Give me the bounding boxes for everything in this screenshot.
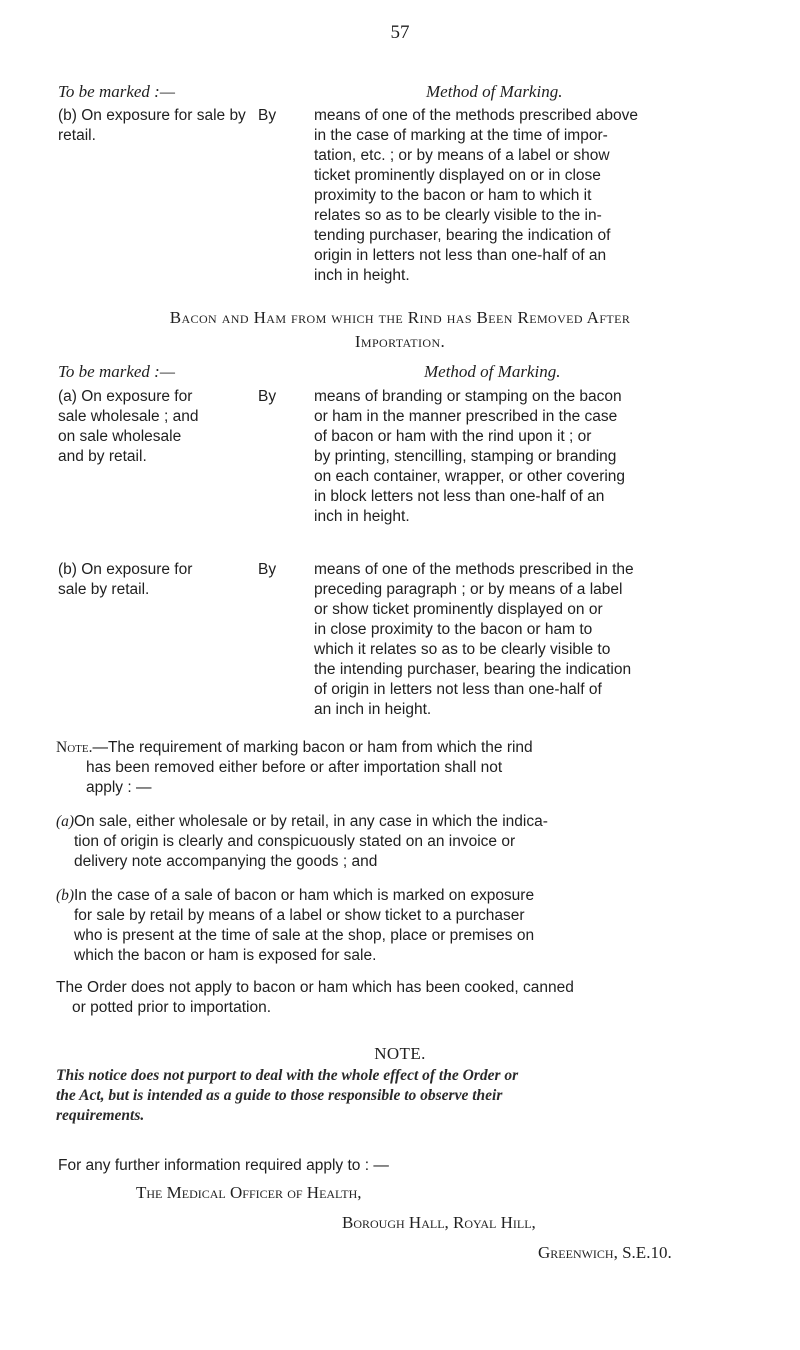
method-of-marking-header: Method of Marking.: [424, 362, 561, 381]
text-line: an inch in height.: [314, 701, 432, 718]
text-line: for sale by retail by means of a label or show ticket to a purchaser: [74, 907, 525, 924]
by-word: By: [258, 107, 277, 124]
by-word: By: [258, 388, 277, 405]
text-line: means of one of the methods prescribed in the: [314, 561, 634, 578]
section2-title-line2: Importation.: [354, 332, 446, 351]
item-text: [74, 886, 776, 966]
label-line: on sale wholesale: [58, 428, 182, 445]
note-paragraph: [56, 738, 776, 798]
signature-line-2: Borough Hall, Royal Hill,: [342, 1213, 536, 1232]
text-line: means of one of the methods prescribed above: [314, 107, 638, 124]
text-line: in close proximity to the bacon or ham to: [314, 621, 593, 638]
text-line: or ham in the manner prescribed in the case: [314, 408, 618, 425]
text-line: delivery note accompanying the goods ; and: [74, 853, 378, 870]
text-line: of bacon or ham with the rind upon it ; or: [314, 428, 592, 445]
text-line: means of branding or stamping on the bacon: [314, 388, 622, 405]
text-line: The Order does not apply to bacon or ham which has been cooked, canned: [56, 979, 574, 996]
label-line: and by retail.: [58, 448, 147, 465]
text-line: —The requirement of marking bacon or ham from which the rind: [92, 739, 533, 756]
label-line: (a) On exposure for: [58, 388, 193, 405]
text-line: or show ticket prominently displayed on or: [314, 601, 603, 618]
item-b-method: [314, 560, 774, 720]
text-line: apply : —: [86, 779, 152, 796]
item-b-method: [314, 106, 774, 286]
text-line: by printing, stencilling, stamping or branding: [314, 448, 617, 465]
item-text: [74, 812, 776, 872]
text-line: which the bacon or ham is exposed for sale.: [74, 947, 377, 964]
text-line: origin in letters not less than one-half of an: [314, 247, 607, 264]
text-line: This notice does not purport to deal with the whole effect of the Order or: [56, 1067, 519, 1084]
method-of-marking-header: Method of Marking.: [426, 82, 563, 101]
page-number: 57: [390, 22, 410, 43]
text-line: tending purchaser, bearing the indication of: [314, 227, 611, 244]
note-label: Note.: [56, 739, 93, 756]
item-b-label: (b) On exposure for sale by retail.: [58, 107, 246, 144]
text-line: in block letters not less than one-half of an: [314, 488, 605, 505]
text-line: relates so as to be clearly visible to the in-: [314, 207, 602, 224]
to-be-marked-header: To be marked :—: [58, 82, 175, 101]
order-paragraph: [56, 978, 776, 1018]
text-line: tion of origin is clearly and conspicuously stated on an invoice or: [74, 833, 516, 850]
text-line: preceding paragraph ; or by means of a label: [314, 581, 623, 598]
section2-title-line1: Bacon and Ham from which the Rind has Been Removed After: [169, 308, 631, 327]
text-line: ticket prominently displayed on or in close: [314, 167, 601, 184]
text-line: In the case of a sale of bacon or ham which is marked on exposure: [74, 887, 535, 904]
signature-line-3: Greenwich, S.E.10.: [538, 1243, 672, 1262]
text-line: the Act, but is intended as a guide to those responsible to observe their: [56, 1087, 503, 1104]
notice-heading: NOTE.: [374, 1044, 426, 1063]
item-label: (b): [56, 887, 75, 904]
text-line: of origin in letters not less than one-half of: [314, 681, 602, 698]
label-line: (b) On exposure for: [58, 561, 193, 578]
note-first-line: [56, 738, 776, 758]
label-line: sale by retail.: [58, 581, 150, 598]
text-line: the intending purchaser, bearing the indication: [314, 661, 632, 678]
text-line: proximity to the bacon or ham to which it: [314, 187, 592, 204]
item-b-label: [58, 560, 253, 600]
text-line: inch in height.: [314, 508, 410, 525]
to-be-marked-header: To be marked :—: [58, 362, 175, 381]
label-line: sale wholesale ; and: [58, 408, 199, 425]
by-word: By: [258, 561, 277, 578]
item-a-method: [314, 387, 774, 527]
text-line: on each container, wrapper, or other covering: [314, 468, 626, 485]
text-line: On sale, either wholesale or by retail, in any case in which the indica-: [74, 813, 548, 830]
text-line: requirements.: [56, 1107, 145, 1124]
text-line: inch in height.: [314, 267, 410, 284]
text-line: or potted prior to importation.: [72, 999, 272, 1016]
text-line: has been removed either before or after importation shall not: [86, 759, 503, 776]
text-line: in the case of marking at the time of impor-: [314, 127, 608, 144]
further-info: For any further information required apply to : —: [58, 1157, 389, 1174]
text-line: tation, etc. ; or by means of a label or show: [314, 147, 610, 164]
item-a-label: [58, 387, 253, 467]
text-line: which it relates so as to be clearly visible to: [314, 641, 611, 658]
signature-line-1: The Medical Officer of Health,: [136, 1183, 362, 1202]
notice-text: [56, 1066, 776, 1126]
text-line: who is present at the time of sale at the shop, place or premises on: [74, 927, 535, 944]
item-label: (a): [56, 813, 75, 830]
